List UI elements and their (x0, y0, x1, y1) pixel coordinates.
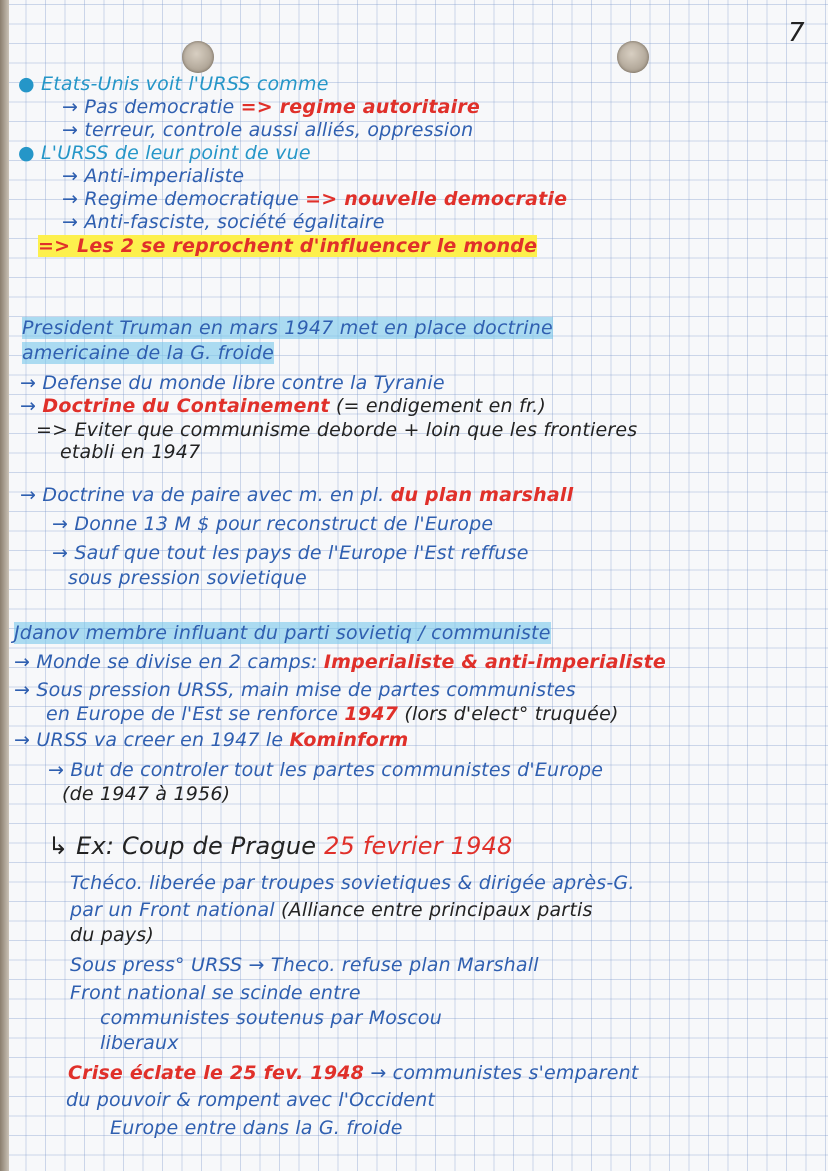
note-text: Crise éclate le 25 fev. 1948 (68, 1062, 365, 1084)
note-text: → But de controler tout les partes communistes d'Europe (48, 759, 604, 781)
note-text: (= endigement en fr.) (329, 395, 546, 417)
note-text: → Monde se divise en 2 camps: (14, 651, 324, 673)
note-line (70, 923, 154, 947)
note-text: → terreur, controle aussi alliés, oppression (62, 119, 474, 141)
note-line (18, 141, 311, 165)
note-text: par un Front national (70, 899, 282, 921)
highlighted-text: President Truman en mars 1947 met en place doctrine (22, 317, 553, 339)
note-text: communistes soutenus par Moscou (100, 1007, 442, 1029)
note-text: ● L'URSS de leur point de vue (18, 142, 311, 164)
note-text: en Europe de l'Est se renforce (46, 703, 345, 725)
note-line (62, 95, 480, 119)
highlighted-text: => Les 2 se reprochent d'influencer le monde (38, 235, 538, 257)
note-text: → Anti-fasciste, société égalitaire (62, 211, 385, 233)
note-line (110, 1116, 403, 1140)
note-line (70, 981, 361, 1005)
note-text: Imperialiste & anti-imperialiste (323, 651, 667, 673)
note-text: => Eviter que communisme deborde + loin que les frontieres (36, 419, 638, 441)
note-text: → Regime democratique (62, 188, 306, 210)
note-text: → (20, 395, 43, 417)
note-line (62, 210, 385, 234)
note-line (70, 953, 539, 977)
note-text: Europe entre dans la G. froide (110, 1117, 403, 1139)
note-text: Tchéco. liberée par troupes sovietiques & dirigée après-G. (70, 872, 635, 894)
note-text: → communistes s'emparent (364, 1062, 639, 1084)
note-text: → Anti-imperialiste (62, 165, 245, 187)
note-text: Kominform (289, 729, 409, 751)
note-text: etabli en 1947 (60, 441, 201, 463)
note-text: sous pression sovietique (68, 567, 307, 589)
note-text: → Sous pression URSS, main mise de partes communistes (14, 679, 576, 701)
note-line (14, 678, 576, 702)
punch-hole (182, 41, 214, 73)
note-text: → Defense du monde libre contre la Tyranie (20, 372, 445, 394)
note-line (18, 72, 329, 96)
note-text: => nouvelle democratie (305, 188, 568, 210)
note-line (62, 164, 244, 188)
note-line (48, 834, 513, 860)
note-line (46, 702, 619, 726)
note-line (100, 1031, 179, 1055)
highlighted-text: Jdanov membre influant du parti sovietiq / communiste (14, 622, 551, 644)
note-text: (Alliance entre principaux partis (281, 899, 593, 921)
note-text: Front national se scinde entre (70, 982, 361, 1004)
note-line (100, 1006, 442, 1030)
note-line (48, 758, 603, 782)
note-text: Sous press° URSS → Theco. refuse plan Marshall (70, 954, 539, 976)
note-text: 1947 (344, 703, 399, 725)
note-text: => regime autoritaire (240, 96, 481, 118)
note-text: ● Etats-Unis voit l'URSS comme (18, 73, 329, 95)
note-text: ↳ Ex: Coup de Prague (48, 832, 325, 860)
note-line (70, 898, 593, 922)
note-line (62, 118, 473, 142)
note-line (14, 650, 666, 674)
note-text: Doctrine du Containement (42, 395, 330, 417)
note-line (62, 782, 230, 806)
note-text: → URSS va creer en 1947 le (14, 729, 290, 751)
note-line (22, 316, 553, 340)
note-line (68, 1061, 639, 1085)
note-line (66, 1088, 435, 1112)
highlighted-text: americaine de la G. froide (22, 342, 274, 364)
note-text: du plan marshall (390, 484, 574, 506)
note-line (60, 440, 200, 464)
note-line (52, 512, 493, 536)
note-line (36, 418, 637, 442)
note-text: → Doctrine va de paire avec m. en pl. (20, 484, 391, 506)
page-number: 7 (788, 18, 805, 48)
note-line (14, 728, 408, 752)
note-text: (de 1947 à 1956) (62, 783, 231, 805)
note-line (20, 483, 573, 507)
note-text: (lors d'elect° truquée) (398, 703, 619, 725)
note-line (68, 566, 307, 590)
note-line (62, 187, 567, 211)
paper-edge (0, 0, 9, 1171)
note-text: liberaux (100, 1032, 179, 1054)
note-line (20, 371, 445, 395)
note-line (20, 394, 546, 418)
note-line (38, 234, 537, 258)
punch-hole (617, 41, 649, 73)
note-line (14, 621, 551, 645)
note-text: → Sauf que tout les pays de l'Europe l'Est reffuse (52, 542, 529, 564)
note-text: du pouvoir & rompent avec l'Occident (66, 1089, 436, 1111)
note-line (22, 341, 274, 365)
note-text: du pays) (70, 924, 155, 946)
note-line (52, 541, 529, 565)
note-line (70, 871, 635, 895)
note-text: → Donne 13 M $ pour reconstruct de l'Europe (52, 513, 494, 535)
note-text: → Pas democratie (62, 96, 241, 118)
note-text: 25 fevrier 1948 (324, 832, 513, 860)
